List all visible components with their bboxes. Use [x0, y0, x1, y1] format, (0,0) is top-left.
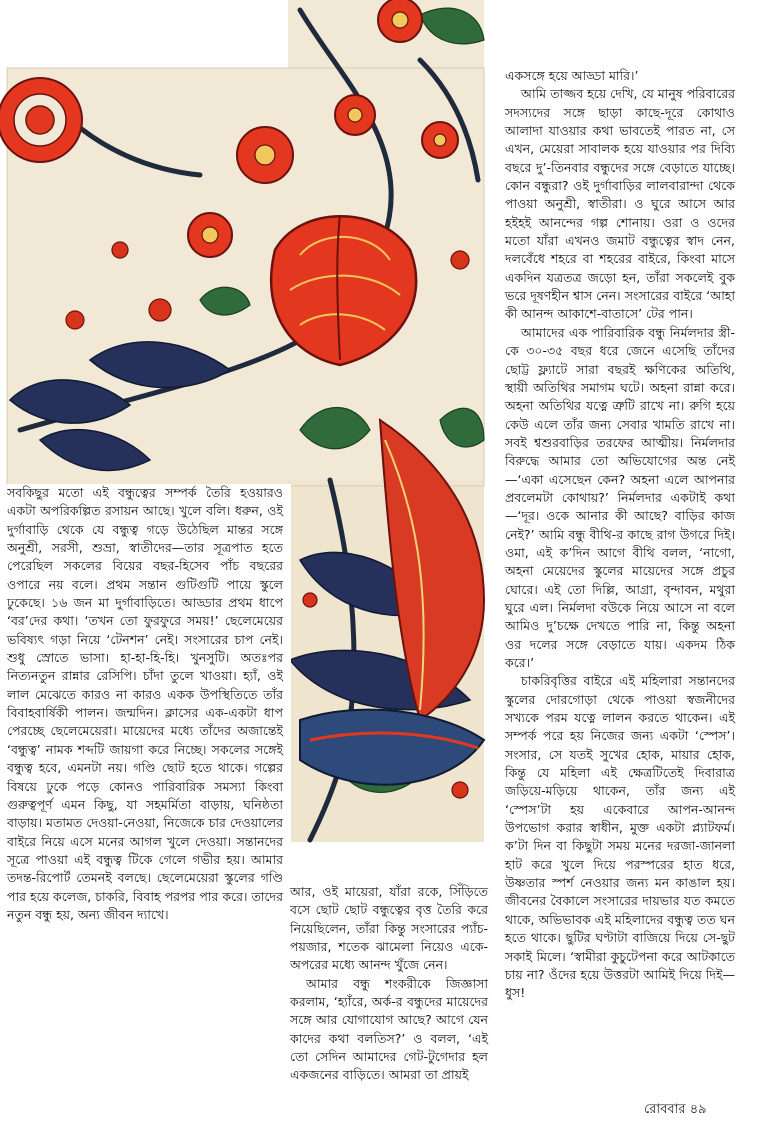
paragraph: চাকরিবৃত্তির বাইরে এই মহিলারা সন্তানদের স্কুলের দোরগোড়া থেকে পাওয়া স্বজনীদের সখ্যকে পরম যত্নে লালন করতে থাকেন। এই সম্পর্ক পরে হয় নিজের জন্য একটা ‘স্পেস’। সংসার, সে যতই সুখের হোক, মায়ার হোক, কিন্তু যে মহিলা এই ক্ষেত্রটিতেই দিবারাত্র জড়িয়ে-মড়িয়ে থাকেন, তাঁর জন্য এই ‘স্পেস’টা হয় একেবারে আপন-আনন্দ উপভোগ করার স্বাধীন, মুক্ত একটা প্ল্যাটফর্ম। ক’টা দিন বা কিছুটা সময় মনের দরজা-জানলা হাট করে খুলে দিয়ে পরস্পরের হাত ধরে, উষ্ণতার স্পর্শ নেওয়ার জন্য মন কাঙাল হয়। জীবনের বৈকালে সংসারের দায়ভার যত কমতে থাকে, অভিভাবক এই মহিলাদের বন্ধুত্ব তত ঘন হতে থাকে। ছুটির ঘণ্টাটা বাজিয়ে দিয়ে সে-ছুট সকাই মিলে। ‘স্বামীরা কুচুটেপনা করে আটকাতে চায় না? ওঁদের হয়ে উত্তরটা আমিই দিয়ে দিই—ধুস! [505, 673, 735, 1001]
paragraph: আমার বন্ধু শংকরীকে জিজ্ঞাসা করলাম, ‘হ্যাঁরে, অর্ক-র বন্ধুদের মায়েদের সঙ্গে আর যোগাযোগ আছে? আগে যেন কাদের কথা বলতিস?’ ও বলল, ‘এই তো সেদিন আমাদের গেট-টুগেদার হল একজনের বাড়িতে। আমরা তা প্রায়ই [290, 975, 488, 1083]
paragraph: আর, ওই মায়েরা, যাঁরা রকে, সিঁড়িতে বসে ছোট ছোট বন্ধুত্বের বৃত্ত তৈরি করে নিয়েছিলেন, তাঁরা কিন্তু সংসারের প্যাঁচ-পয়জার, শতেক ঝামেলা নিয়েও একে-অপরের মধ্যে আনন্দ খুঁজে নেন। [290, 884, 488, 973]
left-rosette [0, 78, 82, 162]
page-number: ৪৯ [689, 1102, 707, 1117]
paragraph: সবকিছুর মতো এই বন্ধুত্বের সম্পর্ক তৈরি হওয়ারও একটা অপরিকল্পিত রসায়ন আছে। খুলে বলি। ধরুন, ওই দুর্গাবাড়ি থেকে যে বন্ধুত্ব গড়ে উঠেছিল মান্তর সঙ্গে অনুশ্রী, সরসী, শুভ্রা, স্বাতীদের—তার সূত্রপাত হতে পেরেছিল সকলের বিয়ের বছর-হিসেব পাঁচ বছরের ওপারে নয় বলে। প্রথম সন্তান গুটিগুটি পায়ে স্কুলে ঢুকেছে। ১৬ জন মা দুর্গাবাড়িতে। আড্ডার প্রথম ধাপে ‘বর’দের কথা। ‘তখন তো ফুরফুরে সময়!’ ছেলেমেয়ের ভবিষ্যৎ গড়া নিয়ে ‘টেনশন’ নেই। সংসারের চাপ নেই। শুধু স্রোতে ভাসা। হা-হা-হি-হি। খুনসুটি। অতঃপর নিত্যনতুন রান্নার রেসিপি। চাঁদা তুলে খাওয়া। হ্যাঁ, ওই লাল মেঝেতে কারও না কারও একক উপস্থিতিতে তাঁর বিবাহবার্ষিকী পালন। জন্মদিন। ক্লাসের এক-একটা ধাপ পেরচ্ছে ছেলেমেয়েরা। মায়েদের মধ্যে তাঁদের অজান্তেই ‘বন্ধুত্ব’ নামক শব্দটি জায়গা করে নিচ্ছে। সকলের সঙ্গেই বন্ধুত্ব হবে, এমনটা নয়। গণ্ডি ছোট হতে থাকে। গল্পের বিষয়ে ঢুকে পড়ে কোনও পারিবারিক সমস্যা কিংবা গুরুত্বপূর্ণ এমন কিছু, যা সহমর্মিতা বাড়ায়, ঘনিষ্ঠতা বাড়ায়। মতামত দেওয়া-নেওয়া, নিজেকে চার দেওয়ালের বাইরে নিয়ে এসে মনের আগল খুলে দেওয়া। সন্তানদের সূত্রে পাওয়া এই বন্ধুত্ব টিকে গেলে গভীর হয়। আমার তদন্ত-রিপোর্ট তেমনই বলছে। ছেলেমেয়েরা স্কুলের গণ্ডি পার হয়ে কলেজ, চাকরি, বিবাহ পরপর পার করে। তাদের নতুন বন্ধু হয়, অন্য জীবন দ্যাখে। [7, 485, 283, 922]
page-footer [644, 1100, 707, 1121]
paragraph: আমি তাজ্জব হয়ে দেখি, যে মানুষ পরিবারের সদস্যদের সঙ্গে ছাড়া কাছে-দূরে কোথাও আলাদা যাওয়ার কথা ভাবতেই পারত না, সে এখন, মেয়েরা সাবালক হয়ে যাওয়ার পর দিব্যি বছরে দু’-তিনবার বন্ধুদের সঙ্গে বেড়াতে যাচ্ছে। কোন বন্ধুরা? ওই দুর্গাবাড়ির লালবারান্দা থেকে পাওয়া অনুশ্রী, স্বাতীরা। ও ঘুরে আসে আর হইহই আনন্দের গল্প শোনায়। ওরা ও ওদের মতো যাঁরা এখনও জমাট বন্ধুত্বের স্বাদ নেন, দলবেঁধে শহরে বা শহরের বাইরে, কিংবা মাসে একদিন যত্রতত্র জড়ো হন, তাঁরা সকলেই বুক ভরে দূষণহীন শ্বাস নেন। সংসারের বাইরে ‘আহা কী আনন্দ আকাশে-বাতাসে’ টের পান। [505, 86, 735, 322]
article-column-left [7, 484, 291, 924]
article-column-middle [290, 883, 488, 1085]
article-column-right [505, 67, 735, 1003]
paragraph: আমাদের এক পারিবারিক বন্ধু নির্মলদার স্ত্রী-কে ৩০-৩৫ বছর ধরে জেনে এসেছি তাঁদের ছোট্ট ফ্ল্যাটে সারা বছরই ক্ষণিকের অতিথি, স্থায়ী অতিথির সমাগম ঘটে। অহনা রান্না করে। অহনা অতিথির যত্নে ত্রুটি রাখে না। রুগি হয়ে কেউ এলে তাঁর জন্য সেবার খামতি রাখে না। সবই শ্বশুরবাড়ির তরফের আত্মীয়। নির্মলদার বিরুদ্ধে আমার তো অভিযোগের অন্ত নেই—‘একা এসেছেন কেন? অহনা এলে আপনার প্রবলেমটা কোথায়?’ নির্মলদার একটাই কথা—‘দূর। ওকে আনার কী আছে? বাড়ির কাজ নেই?’ আমি বন্ধু বীথি-র কাছে রাগ উগরে দিই। ওমা, এই ক’দিন আগে বীথি বলল, ‘নাগো, অহনা মেয়েদের স্কুলের মায়েদের সঙ্গে প্রচুর ঘোরে। এই তো দিল্লি, আগ্রা, বৃন্দাবন, মথুরা ঘুরে এল। নির্মলদা বউকে নিয়ে আসে না বলে আমিও দু’চক্ষে দেখতে পারি না, কিন্তু অহনা ওর দলের সঙ্গে বেড়াতে যায়। একদম ঠিক করে।’ [505, 324, 735, 670]
paragraph: একসঙ্গে হয়ে আড্ডা মারি।’ [505, 68, 639, 83]
magazine-name: রোববার [644, 1102, 686, 1117]
